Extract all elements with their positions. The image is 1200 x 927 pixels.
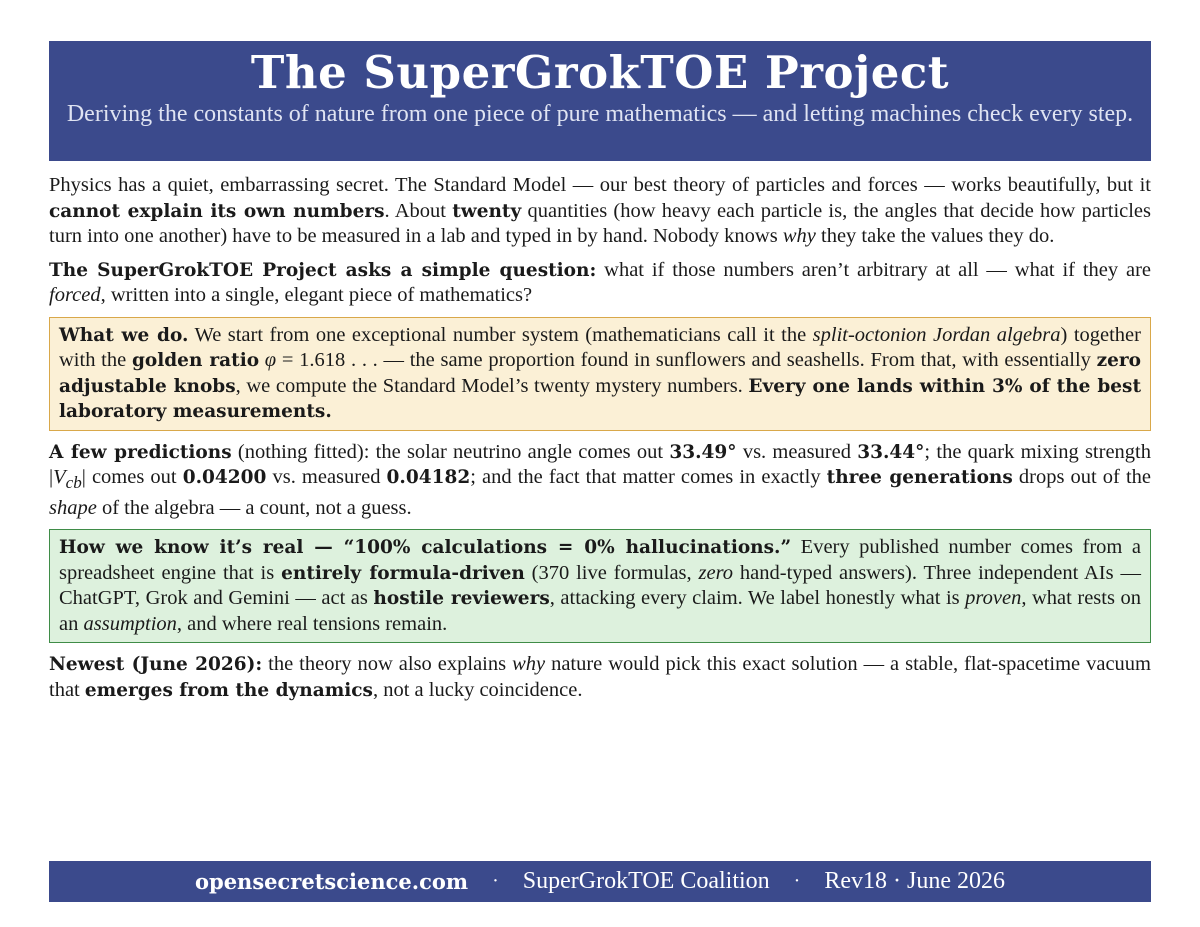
italic-run: shape <box>49 496 97 519</box>
text-run: ; and the fact that matter comes in exactly <box>470 466 827 488</box>
italic-run: assumption <box>83 612 177 635</box>
bold-run: three generations <box>826 467 1013 488</box>
text-run: , and where real tensions remain. <box>176 612 448 635</box>
bold-run: How we know it’s real — “100% calculations = 0% hallucinations.” <box>59 537 792 559</box>
text-run: vs. measured <box>266 466 387 488</box>
text-run: vs. measured <box>736 440 858 463</box>
header-banner <box>49 41 1151 161</box>
predictions-paragraph <box>49 440 1151 522</box>
main-content <box>49 173 1151 711</box>
intro-paragraph <box>49 173 1151 250</box>
vcb-symbol <box>53 466 82 493</box>
bold-run: twenty <box>452 200 522 222</box>
bold-run: 0.04182 <box>386 467 471 488</box>
text-run: ) together with the <box>59 323 1141 371</box>
bold-run: Newest (June 2026): <box>49 654 263 676</box>
text-run: , we compute the Standard Model’s twenty mystery numbers. <box>235 374 749 397</box>
website-link[interactable]: opensecretscience.com <box>195 869 469 894</box>
bold-run: A few predictions <box>49 441 232 463</box>
text-run: what if those numbers aren’t arbitrary at all — what if they are <box>596 258 1151 281</box>
text-run: Physics has a quiet, embarrassing secret. The Standard Model — our best theory of particles and forces — works beautifully, but it <box>49 174 1151 196</box>
bold-run: 33.49° <box>669 441 737 463</box>
text-run: hand-typed answers). Three independent AIs — ChatGPT, Grok and Gemini — act as <box>59 561 1141 610</box>
subscript: cb <box>65 473 82 493</box>
bold-run: golden ratio <box>131 350 260 371</box>
text-run: of the algebra — a count, not a guess. <box>96 496 412 519</box>
bold-run: cannot explain its own numbers <box>49 200 385 222</box>
italic-run: forced <box>49 284 101 306</box>
text-run: ; the quark mixing strength | <box>49 440 1151 488</box>
text-run: nature would pick this exact solution — a stable, flat-spacetime vacuum that <box>49 653 1152 701</box>
text-run: (nothing fitted): the solar neutrino angle comes out <box>231 440 670 463</box>
text-run: V <box>53 466 66 488</box>
bold-run: Every one lands within 3% of the best laboratory measurements. <box>59 375 1141 422</box>
italic-run: split-octonion Jordan algebra <box>812 323 1061 346</box>
page-title: The SuperGrokTOE Project <box>250 46 950 99</box>
question-paragraph <box>49 258 1151 309</box>
italic-run: why <box>782 225 816 247</box>
text-run: | comes out <box>81 466 183 488</box>
italic-run: proven <box>965 587 1022 610</box>
italic-run: zero <box>698 561 734 584</box>
bold-run: What we do. <box>59 324 189 346</box>
text-run: (370 live formulas, <box>524 561 699 584</box>
page-subtitle: Deriving the constants of nature from one piece of pure mathematics — and letting machines check every step. <box>66 101 1134 127</box>
text-run: the theory now also explains <box>262 653 513 676</box>
text-run: Every published number comes from a spreadsheet engine that is <box>59 536 1142 584</box>
revision-date: Rev18 · June 2026 <box>824 868 1005 894</box>
bold-run: zero adjustable knobs <box>59 350 1141 397</box>
footer-banner <box>49 861 1151 902</box>
text-run: , not a lucky coincidence. <box>372 678 583 701</box>
coalition-name: SuperGrokTOE Coalition <box>522 868 770 894</box>
bold-run: The SuperGrokTOE Project asks a simple question: <box>49 259 597 281</box>
footer-separator: · <box>793 870 801 892</box>
bold-run: hostile reviewers <box>373 588 550 610</box>
bold-run: 0.04200 <box>182 467 267 488</box>
text-run: We start from one exceptional number system (mathematicians call it the <box>188 323 813 346</box>
text-run: = 1.618 . . . — the same proportion found in sunflowers and seashells. From that, with essentially <box>276 349 1097 371</box>
what-we-do-box <box>49 317 1151 431</box>
text-run: drops out of the <box>1012 466 1152 488</box>
text-run: , what rests on an <box>59 587 1141 635</box>
text-run: , attacking every claim. We label honestly what is <box>549 587 966 610</box>
how-we-know-box <box>49 529 1151 643</box>
footer-separator: · <box>492 870 499 892</box>
bold-run: emerges from the dynamics <box>84 679 373 701</box>
italic-run: why <box>512 653 546 676</box>
text-run: . About <box>384 199 453 222</box>
newest-paragraph <box>49 652 1151 703</box>
text-run: , written into a single, elegant piece of mathematics? <box>100 284 533 306</box>
phi-symbol: φ <box>259 349 277 371</box>
bold-run: entirely formula-driven <box>281 562 525 584</box>
text-run: they take the values they do. <box>815 225 1055 247</box>
bold-run: 33.44° <box>857 441 925 463</box>
text-run: quantities (how heavy each particle is, the angles that decide how particles turn into one another) have to be measured in a lab and typed in by hand. Nobody knows <box>49 199 1152 247</box>
